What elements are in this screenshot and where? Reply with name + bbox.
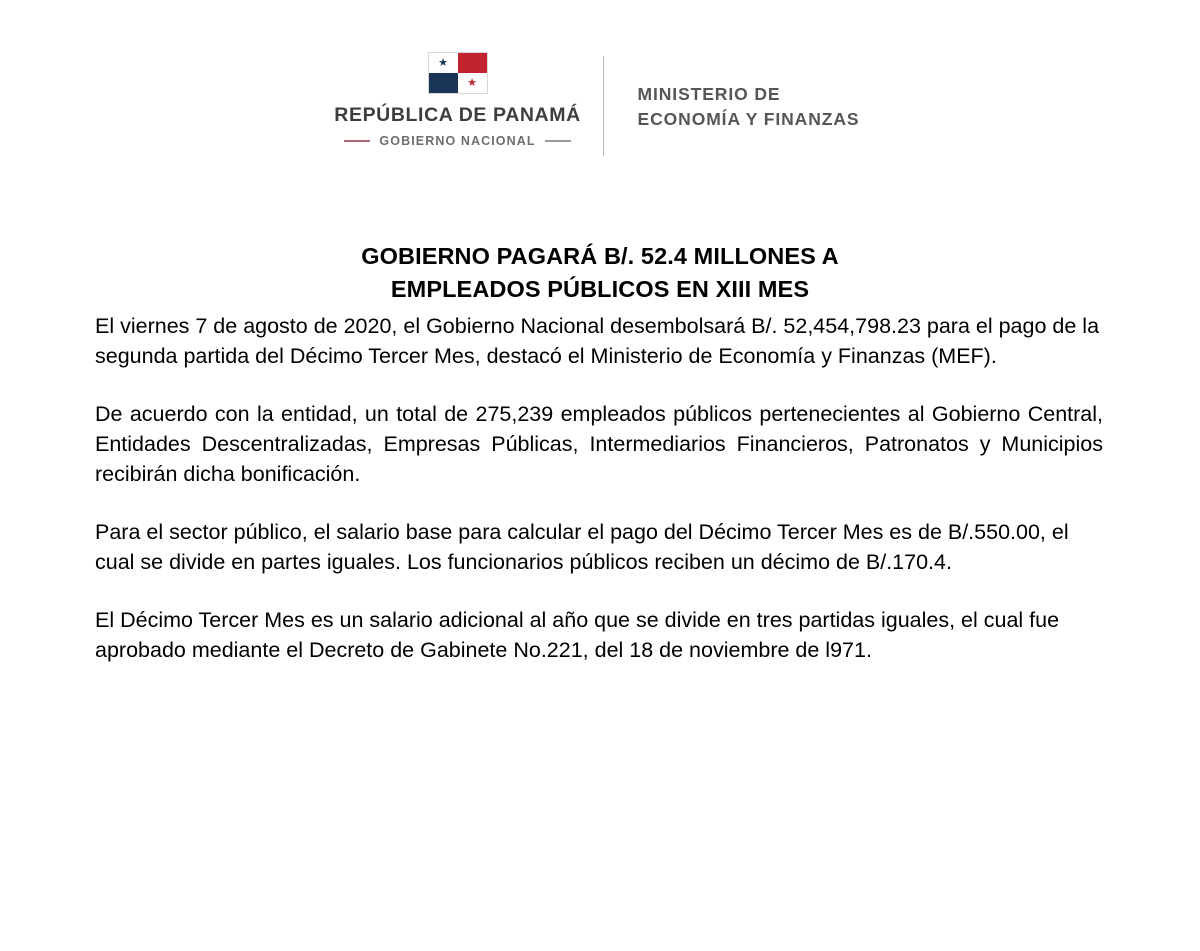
masthead <box>0 52 1200 156</box>
panama-flag-icon <box>428 52 488 94</box>
flag-star-blue-icon: ★ <box>438 56 448 69</box>
government-label: GOBIERNO NACIONAL <box>379 134 536 148</box>
government-label-row <box>344 134 570 148</box>
body-paragraph: El Décimo Tercer Mes es un salario adicional al año que se divide en tres partidas iguales, el cual fue aprobado mediante el Decreto de Gabinete No.221, del 18 de noviembre de l971. <box>95 608 1060 662</box>
page-title <box>0 240 1200 306</box>
ministry-name-line-2: ECONOMÍA Y FINANZAS <box>637 108 860 129</box>
flag-quadrant-bottom-right <box>458 73 487 93</box>
country-name: REPÚBLICA DE PANAMÁ <box>334 104 581 126</box>
flag-quadrant-top-right <box>458 53 487 73</box>
republic-brand-lockup <box>334 52 603 156</box>
ministry-brand-lockup <box>604 52 860 156</box>
article-body <box>95 311 1103 665</box>
body-paragraph: El viernes 7 de agosto de 2020, el Gobierno Nacional desembolsará B/. 52,454,798.23 para el pago de la segunda partida del Décimo Tercer Mes, destacó el Ministerio de Economía y Finanzas (MEF). <box>95 314 1100 368</box>
page-title-line-1: GOBIERNO PAGARÁ B/. 52.4 MILLONES A <box>361 242 839 269</box>
flag-quadrant-bottom-left <box>429 73 458 93</box>
body-paragraph: De acuerdo con la entidad, un total de 275,239 empleados públicos pertenecientes al Gobierno Central, Entidades Descentralizadas, Empresas Públicas, Intermediarios Financieros, Patronatos y Municipios recibirán dicha bonificación. <box>95 402 1103 486</box>
rule-right-decoration <box>545 140 571 142</box>
flag-star-red-icon: ★ <box>467 76 477 89</box>
ministry-name-line-1: MINISTERIO DE <box>637 84 781 104</box>
rule-left-decoration <box>344 140 370 142</box>
flag-quadrant-top-left <box>429 53 458 73</box>
page-title-line-2: EMPLEADOS PÚBLICOS EN XIII MES <box>390 275 810 302</box>
body-paragraph: Para el sector público, el salario base para calcular el pago del Décimo Tercer Mes es de B/.550.00, el cual se divide en partes iguales. Los funcionarios públicos reciben un décimo de B/.170.4. <box>95 520 1069 574</box>
